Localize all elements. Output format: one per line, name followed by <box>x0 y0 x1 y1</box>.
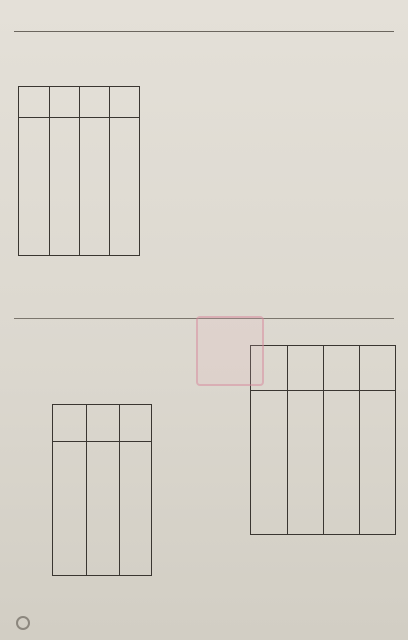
footer <box>0 606 408 640</box>
seal-icon <box>16 616 30 630</box>
running-header <box>14 10 394 32</box>
rate-table-upper <box>18 86 140 256</box>
library-stamp <box>196 316 264 386</box>
body-text-upper <box>160 42 398 308</box>
tariff-table <box>52 404 152 576</box>
rate-table-lower <box>250 345 396 535</box>
